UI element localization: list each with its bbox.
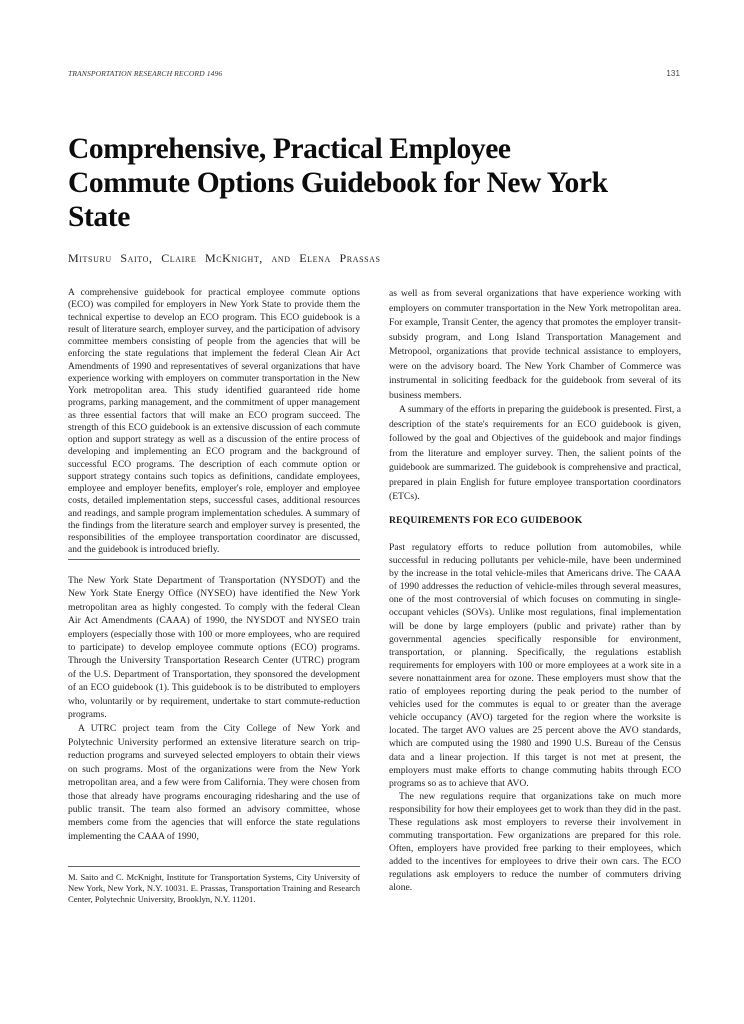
intro-paragraph: as well as from several organizations that have experience working with employers on commuter transportation in the New York metropolitan area. For example, Transit Center, the agency that promotes the employer transit-subsidy program, and Long Island Transportation Management and Metropool, organizations that provide technical assistance to employers, were on the advisory board. The New York Chamber of Commerce was instrumental in soliciting feedback for the guidebook from several of its business members.: [389, 288, 681, 401]
footnote-divider: [68, 866, 360, 867]
journal-name: TRANSPORTATION RESEARCH RECORD 1496: [68, 69, 223, 78]
abstract-divider: [68, 559, 360, 560]
intro-paragraph: The New York State Department of Transportation (NYSDOT) and the New York State Energy Office (NYSEO) have identified the New York metropolitan area as highly congested. To comply with the federal Clean Air Act Amendments (CAAA) of 1990, the NYSDOT and NYSEO train employers (especially those with 100 or more employees, who are required to participate) to develop employee commute options (ECO) programs. Through the University Transportation Research Center (UTRC) program of the U.S. Department of Transportation, they sponsored the development of an ECO guidebook (1). This guidebook is to be distributed to employers who, voluntarily or by requirement, undertake to start commute-reduction programs.: [68, 575, 360, 721]
intro-section: [68, 574, 360, 843]
intro-paragraph: A summary of the efforts in preparing the guidebook is presented. First, a description of the state's requirements for an ECO guidebook is given, followed by the goal and Objectives of the guidebook and major findings from the literature and employer survey. Then, the salient points of the guidebook are summarized. The guidebook is comprehensive and practical, prepared in plain English for future employee transportation coordinators (ETCs).: [389, 404, 681, 502]
abstract: [68, 287, 360, 557]
page-number: 131: [666, 69, 680, 78]
article-title: Comprehensive, Practical Employee Commute Options Guidebook for New York State: [68, 133, 608, 233]
section-paragraph: The new regulations require that organizations take on much more responsibility for how their employees get to work than they did in the past. These regulations ask most employers to reverse their involvement in commuting transportation. Few organizations are prepared for this role. Often, employers have provided free parking to their employees, which added to the incentives for employees to drive their own cars. The ECO regulations ask employers to reduce the number of commuters driving alone.: [389, 790, 681, 894]
section-heading: REQUIREMENTS FOR ECO GUIDEBOOK: [389, 515, 583, 526]
section-paragraph: Past regulatory efforts to reduce pollution from automobiles, while successful in reducing pollutants per vehicle-mile, have been undermined by the increase in the total vehicle-miles that Americans drive. The CAAA of 1990 addresses the reduction of vehicle-miles through several measures, one of the most controversial of which focuses on commuting in single-occupant vehicles (SOVs). Unlike most regulations, final implementation will be done by large employers (public and private) rather than by governmental agencies specifically responsible for environment, transportation, or planning. Specifically, the regulations establish requirements for employers with 100 or more employees at a work site in a severe nonattainment area for ozone. These employers must show that the ratio of employees reporting during the peak period to the number of vehicles used for the commutes is equal to or greater than the average vehicle occupancy (AVO) targeted for the region where the worksite is located. The target AVO values are 25 percent above the AVO standards, which are computed using the 1980 and 1990 U.S. Bureau of the Census data and a linear projection. If this target is not met at present, the employers must make efforts to change commuting habits through ECO programs so as to achieve that AVO.: [389, 542, 681, 789]
intro-continued: [389, 287, 681, 505]
abstract-text: A comprehensive guidebook for practical employee commute options (ECO) was compiled for employers in New York State to provide them the technical expertise to develop an ECO program. This ECO guidebook is a result of literature search, employer survey, and the participation of advisory committee members consisting of people from the agencies that will be enforcing the state regulations that implement the federal Clean Air Act Amendments of 1990 and representatives of several organizations that have experience working with employers on commuter transportation in the New York metropolitan area. This study identified guaranteed ride home programs, parking management, and the commitment of upper management as three essential factors that will make an ECO program succeed. The strength of this ECO guidebook is an extensive discussion of each commute option and support strategy as well as a discussion of the entire process of developing and implementing an ECO program and the background of successful ECO programs. The description of each commute option or support strategy contains such topics as definitions, candidate employees, employee and employer benefits, employer's role, employer and employee costs, detailed implementation steps, successful cases, additional resources and readings, and sample program implementation schedules. A summary of the findings from the literature search and employer survey is presented, the responsibilities of the employee transportation coordinator are discussed, and the guidebook is introduced briefly.: [68, 288, 360, 556]
requirements-section: [389, 541, 681, 895]
running-head: [68, 69, 680, 83]
author-affiliation-footnote: M. Saito and C. McKnight, Institute for Transportation Systems, City University of New York, New York, N.Y. 10031. E. Prassas, Transportation Training and Research Center, Polytechnic University, Brooklyn, N.Y. 11201.: [68, 872, 360, 905]
intro-paragraph: A UTRC project team from the City College of New York and Polytechnic University performed an extensive literature search on trip-reduction programs and surveyed selected employers to obtain their views on such programs. Most of the organizations were from the New York metropolitan area, and a few were from California. They were chosen from those that already have programs encouraging ridesharing and the use of public transit. The team also formed an advisory committee, whose members come from the agencies that will enforce the state regulations implementing the CAAA of 1990,: [68, 723, 360, 842]
author-list: Mitsuru Saito, Claire McKnight, and Elena Prassas: [68, 251, 381, 265]
